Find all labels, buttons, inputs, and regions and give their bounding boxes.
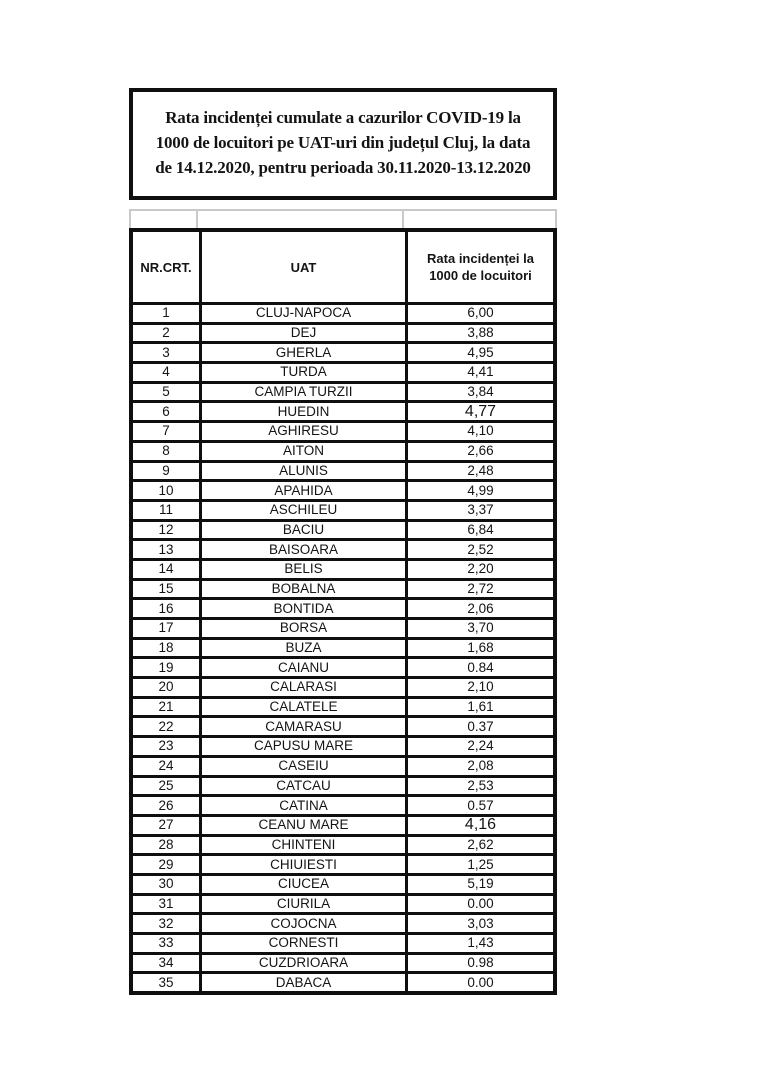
cell-incidence-rate: 0.37 xyxy=(405,718,553,735)
table-row xyxy=(133,400,553,420)
table-row xyxy=(133,499,553,519)
table-row xyxy=(133,440,553,460)
table-row xyxy=(133,460,553,480)
cell-nr-crt: 24 xyxy=(158,758,174,774)
cell-nr-crt: 21 xyxy=(158,699,174,715)
table-row xyxy=(133,834,553,854)
cell-nr-crt: 25 xyxy=(158,777,174,793)
cell-nr-crt: 1 xyxy=(162,305,170,321)
cell-nr-crt: 31 xyxy=(158,895,174,911)
cell-incidence-rate: 5,19 xyxy=(405,876,553,893)
cell-nr-crt: 34 xyxy=(158,955,174,971)
cell-incidence-rate: 0.84 xyxy=(405,659,553,676)
cell-nr-crt: 28 xyxy=(158,836,174,852)
cell-incidence-rate: 2,24 xyxy=(405,738,553,755)
cell-uat-name: BUZA xyxy=(199,640,405,657)
cell-uat-name: CATINA xyxy=(199,797,405,814)
cell-nr-crt: 11 xyxy=(158,502,173,518)
table-row xyxy=(133,322,553,342)
cell-incidence-rate: 3,37 xyxy=(405,502,553,519)
cell-uat-name: COJOCNA xyxy=(199,915,405,932)
cell-uat-name: AGHIRESU xyxy=(199,423,405,440)
document-title-line-2: 1000 de locuitori pe UAT-uri din județul Cluj, la data xyxy=(155,133,531,152)
cell-incidence-rate: 1,68 xyxy=(405,640,553,657)
cell-incidence-rate: 2,06 xyxy=(405,600,553,617)
cell-nr-crt: 6 xyxy=(162,403,170,419)
cell-incidence-rate: 3,70 xyxy=(405,620,553,637)
cell-uat-name: ASCHILEU xyxy=(199,502,405,519)
table-row xyxy=(133,341,553,361)
cell-nr-crt: 29 xyxy=(158,856,174,872)
cell-uat-name: CORNESTI xyxy=(199,935,405,952)
cell-incidence-rate: 2,08 xyxy=(405,758,553,775)
cell-incidence-rate: 0.00 xyxy=(405,896,553,913)
table-row xyxy=(133,479,553,499)
gridline-cell-1 xyxy=(131,211,198,228)
table-row xyxy=(133,814,553,834)
cell-uat-name: AITON xyxy=(199,443,405,460)
table-row xyxy=(133,302,553,322)
cell-nr-crt: 30 xyxy=(158,876,174,892)
cell-incidence-rate: 2,20 xyxy=(405,561,553,578)
table-row xyxy=(133,893,553,913)
cell-incidence-rate: 2,72 xyxy=(405,581,553,598)
cell-nr-crt: 16 xyxy=(158,600,174,616)
cell-nr-crt: 27 xyxy=(158,817,174,833)
cell-incidence-rate: 1,43 xyxy=(405,935,553,952)
table-row xyxy=(133,755,553,775)
table-row xyxy=(133,656,553,676)
cell-nr-crt: 26 xyxy=(158,797,174,813)
cell-incidence-rate: 2,53 xyxy=(405,778,553,795)
cell-nr-crt: 23 xyxy=(158,738,174,754)
title-box xyxy=(129,88,557,200)
table-row xyxy=(133,735,553,755)
table-row xyxy=(133,971,553,991)
table-row xyxy=(133,617,553,637)
table-row xyxy=(133,912,553,932)
cell-nr-crt: 14 xyxy=(158,561,174,577)
table-row xyxy=(133,932,553,952)
col-header-uat: UAT xyxy=(199,232,405,302)
cell-uat-name: CAMARASU xyxy=(199,718,405,735)
cell-uat-name: BOBALNA xyxy=(199,581,405,598)
table-row xyxy=(133,558,553,578)
cell-nr-crt: 20 xyxy=(158,679,174,695)
document-title-line-3: de 14.12.2020, pentru perioada 30.11.2020-13.12.2020 xyxy=(155,158,531,177)
cell-incidence-rate: 0.00 xyxy=(405,974,553,991)
document-title-line-1: Rata incidenței cumulate a cazurilor COVID-19 la xyxy=(165,108,521,127)
cell-nr-crt: 35 xyxy=(158,974,174,990)
table-body xyxy=(133,302,553,991)
table-row xyxy=(133,578,553,598)
cell-uat-name: CAPUSU MARE xyxy=(199,738,405,755)
cell-incidence-rate: 3,03 xyxy=(405,915,553,932)
cell-uat-name: CIUCEA xyxy=(199,876,405,893)
cell-uat-name: BORSA xyxy=(199,620,405,637)
cell-uat-name: DABACA xyxy=(199,974,405,991)
cell-nr-crt: 10 xyxy=(158,482,174,498)
cell-uat-name: APAHIDA xyxy=(199,482,405,499)
cell-nr-crt: 17 xyxy=(158,620,174,636)
cell-uat-name: CEANU MARE xyxy=(199,817,405,834)
table-row xyxy=(133,715,553,735)
table-row xyxy=(133,519,553,539)
cell-uat-name: CLUJ-NAPOCA xyxy=(199,305,405,322)
cell-uat-name: CAIANU xyxy=(199,659,405,676)
cell-incidence-rate: 0.57 xyxy=(405,797,553,814)
cell-uat-name: CAMPIA TURZII xyxy=(199,384,405,401)
gridline-cell-2 xyxy=(198,211,404,228)
cell-uat-name: CUZDRIOARA xyxy=(199,955,405,972)
cell-incidence-rate: 4,41 xyxy=(405,364,553,381)
cell-uat-name: TURDA xyxy=(199,364,405,381)
cell-incidence-rate: 4,95 xyxy=(405,344,553,361)
table-row xyxy=(133,794,553,814)
cell-nr-crt: 22 xyxy=(158,718,174,734)
table-row xyxy=(133,775,553,795)
cell-incidence-rate: 4,77 xyxy=(405,403,553,420)
cell-uat-name: BACIU xyxy=(199,522,405,539)
cell-incidence-rate: 1,25 xyxy=(405,856,553,873)
table-row xyxy=(133,873,553,893)
table-row xyxy=(133,381,553,401)
cell-uat-name: ALUNIS xyxy=(199,463,405,480)
cell-uat-name: CHIUIESTI xyxy=(199,856,405,873)
cell-uat-name: GHERLA xyxy=(199,344,405,361)
cell-uat-name: HUEDIN xyxy=(199,403,405,420)
cell-uat-name: BAISOARA xyxy=(199,541,405,558)
cell-nr-crt: 8 xyxy=(162,443,170,459)
cell-incidence-rate: 4,10 xyxy=(405,423,553,440)
cell-incidence-rate: 3,88 xyxy=(405,325,553,342)
cell-incidence-rate: 1,61 xyxy=(405,699,553,716)
cell-uat-name: CALATELE xyxy=(199,699,405,716)
cell-nr-crt: 15 xyxy=(158,580,174,596)
table-row xyxy=(133,696,553,716)
table-row xyxy=(133,538,553,558)
incidence-table xyxy=(129,228,557,995)
cell-incidence-rate: 2,48 xyxy=(405,463,553,480)
cell-nr-crt: 4 xyxy=(162,364,170,380)
cell-incidence-rate: 2,62 xyxy=(405,837,553,854)
table-row xyxy=(133,420,553,440)
cell-incidence-rate: 0.98 xyxy=(405,955,553,972)
cell-incidence-rate: 2,52 xyxy=(405,541,553,558)
table-header-row xyxy=(133,232,553,302)
cell-nr-crt: 18 xyxy=(158,640,174,656)
cell-nr-crt: 32 xyxy=(158,915,174,931)
cell-uat-name: DEJ xyxy=(199,325,405,342)
table-row xyxy=(133,361,553,381)
cell-incidence-rate: 6,00 xyxy=(405,305,553,322)
table-row xyxy=(133,676,553,696)
cell-incidence-rate: 4,99 xyxy=(405,482,553,499)
cell-nr-crt: 3 xyxy=(162,344,170,360)
spreadsheet-gridline-row xyxy=(129,209,557,228)
col-header-rate: Rata incidenței la 1000 de locuitori xyxy=(405,232,553,302)
cell-incidence-rate: 4,16 xyxy=(405,817,553,834)
cell-incidence-rate: 3,84 xyxy=(405,384,553,401)
table-row xyxy=(133,637,553,657)
table-row xyxy=(133,597,553,617)
cell-uat-name: CASEIU xyxy=(199,758,405,775)
cell-nr-crt: 12 xyxy=(158,521,174,537)
gridline-cell-3 xyxy=(404,211,555,228)
cell-incidence-rate: 6,84 xyxy=(405,522,553,539)
cell-uat-name: CIURILA xyxy=(199,896,405,913)
table-row xyxy=(133,853,553,873)
cell-uat-name: BONTIDA xyxy=(199,600,405,617)
cell-uat-name: CATCAU xyxy=(199,778,405,795)
table-row xyxy=(133,952,553,972)
cell-nr-crt: 9 xyxy=(162,462,170,478)
cell-nr-crt: 2 xyxy=(162,325,170,341)
cell-nr-crt: 7 xyxy=(162,423,170,439)
cell-incidence-rate: 2,66 xyxy=(405,443,553,460)
cell-incidence-rate: 2,10 xyxy=(405,679,553,696)
col-header-nrcrt: NR.CRT. xyxy=(140,259,192,275)
cell-nr-crt: 5 xyxy=(162,384,170,400)
cell-nr-crt: 13 xyxy=(158,541,174,557)
cell-nr-crt: 19 xyxy=(158,659,174,675)
cell-nr-crt: 33 xyxy=(158,935,174,951)
cell-uat-name: CHINTENI xyxy=(199,837,405,854)
cell-uat-name: BELIS xyxy=(199,561,405,578)
cell-uat-name: CALARASI xyxy=(199,679,405,696)
